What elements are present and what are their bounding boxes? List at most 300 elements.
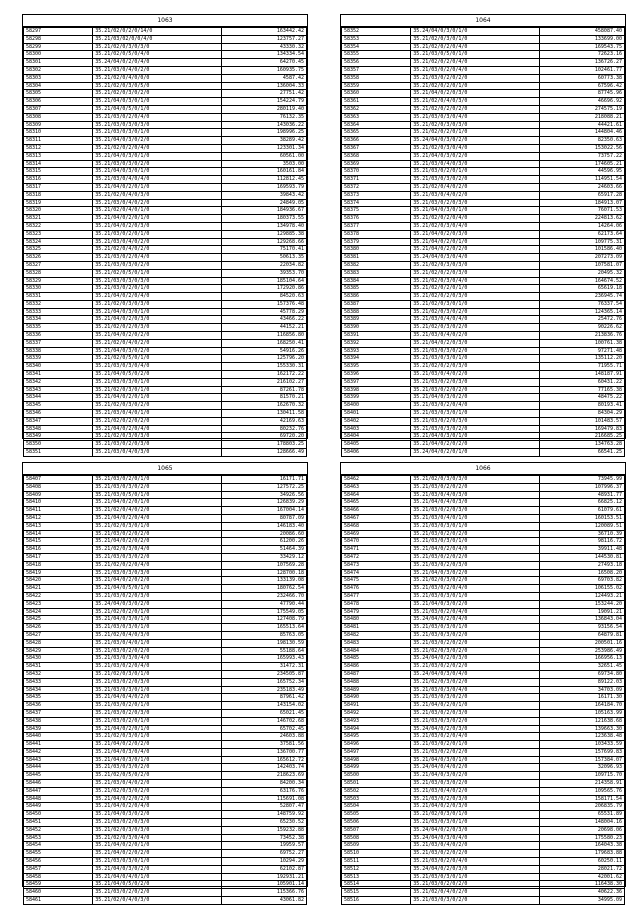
table-row bbox=[24, 277, 307, 285]
amount-cell: 27493.18 bbox=[539, 561, 624, 569]
row-id-cell: 58428 bbox=[24, 639, 93, 647]
row-id-cell: 58397 bbox=[342, 378, 411, 386]
code-cell: 35.21/03/0/2/0/3/0 bbox=[411, 378, 539, 386]
row-id-cell: 58359 bbox=[342, 82, 411, 90]
code-cell: 35.21/03/0/3/0/1/0 bbox=[93, 624, 221, 632]
code-cell: 35.21/04/0/3/0/1/0 bbox=[93, 756, 221, 764]
code-cell: 35.21/02/0/3/0/1/0 bbox=[93, 670, 221, 678]
table-row bbox=[342, 293, 625, 301]
amount-cell: 280119.40 bbox=[221, 105, 306, 113]
row-id-cell: 58326 bbox=[24, 254, 93, 262]
row-id-cell: 58443 bbox=[24, 756, 93, 764]
amount-cell: 46696.92 bbox=[539, 98, 624, 106]
code-cell: 35.21/03/0/3/0/4/0 bbox=[411, 113, 539, 121]
amount-cell: 98116.72 bbox=[539, 538, 624, 546]
table-row bbox=[342, 569, 625, 577]
amount-cell: 160153.51 bbox=[539, 514, 624, 522]
row-id-cell: 58350 bbox=[24, 441, 93, 449]
data-table bbox=[341, 475, 625, 905]
table-row bbox=[24, 522, 307, 530]
table-row bbox=[342, 386, 625, 394]
table-row bbox=[342, 137, 625, 145]
amount-cell: 80232.76 bbox=[221, 425, 306, 433]
table-row bbox=[342, 59, 625, 67]
amount-cell: 44596.95 bbox=[539, 168, 624, 176]
amount-cell: 73945.99 bbox=[539, 476, 624, 484]
table-row bbox=[24, 355, 307, 363]
row-id-cell: 58379 bbox=[342, 238, 411, 246]
table-row bbox=[24, 842, 307, 850]
code-cell: 35.21/03/0/4/0/4/0 bbox=[411, 316, 539, 324]
row-id-cell: 58396 bbox=[342, 371, 411, 379]
amount-cell: 157699.83 bbox=[539, 748, 624, 756]
table-row bbox=[342, 897, 625, 905]
table-row bbox=[342, 561, 625, 569]
table-row bbox=[342, 199, 625, 207]
row-id-cell: 58362 bbox=[342, 105, 411, 113]
row-id-cell: 58494 bbox=[342, 725, 411, 733]
table-row bbox=[24, 137, 307, 145]
table-row bbox=[24, 191, 307, 199]
amount-cell: 274575.19 bbox=[539, 105, 624, 113]
row-id-cell: 58475 bbox=[342, 577, 411, 585]
code-cell: 35.21/02/0/4/0/3/0 bbox=[93, 631, 221, 639]
row-id-cell: 58413 bbox=[24, 522, 93, 530]
row-id-cell: 58408 bbox=[24, 483, 93, 491]
code-cell: 35.21/04/0/3/0/2/0 bbox=[411, 600, 539, 608]
row-id-cell: 58508 bbox=[342, 834, 411, 842]
table-row bbox=[342, 741, 625, 749]
code-cell: 35.21/03/0/4/0/2/0 bbox=[411, 787, 539, 795]
amount-cell: 164184.70 bbox=[539, 702, 624, 710]
row-id-cell: 58372 bbox=[342, 183, 411, 191]
code-cell: 35.21/03/0/2/0/3/0 bbox=[411, 507, 539, 515]
row-id-cell: 58458 bbox=[24, 873, 93, 881]
code-cell: 35.21/03/0/4/0/1/0 bbox=[93, 410, 221, 418]
code-cell: 35.21/02/0/3/0/3/0 bbox=[411, 121, 539, 129]
row-id-cell: 58422 bbox=[24, 592, 93, 600]
code-cell: 35.21/02/0/3/0/3/0 bbox=[93, 433, 221, 441]
table-row bbox=[24, 608, 307, 616]
amount-cell: 120089.51 bbox=[539, 522, 624, 530]
table-row bbox=[342, 230, 625, 238]
code-cell: 35.21/03/0/2/0/2/0 bbox=[411, 663, 539, 671]
table-row bbox=[24, 98, 307, 106]
table-row bbox=[24, 639, 307, 647]
code-cell: 35.21/03/0/2/0/4/0 bbox=[93, 663, 221, 671]
amount-cell: 66541.25 bbox=[539, 449, 624, 457]
code-cell: 35.21/04/0/2/0/2/0 bbox=[93, 577, 221, 585]
amount-cell: 128700.18 bbox=[221, 569, 306, 577]
amount-cell: 16171.30 bbox=[539, 694, 624, 702]
amount-cell: 73452.38 bbox=[221, 834, 306, 842]
amount-cell: 24603.66 bbox=[539, 183, 624, 191]
row-id-cell: 58420 bbox=[24, 577, 93, 585]
row-id-cell: 58315 bbox=[24, 168, 93, 176]
amount-cell: 192931.21 bbox=[221, 873, 306, 881]
amount-cell: 69720.20 bbox=[221, 433, 306, 441]
amount-cell: 107569.28 bbox=[221, 561, 306, 569]
row-id-cell: 58299 bbox=[24, 43, 93, 51]
table-row bbox=[342, 764, 625, 772]
row-id-cell: 58357 bbox=[342, 66, 411, 74]
code-cell: 35.21/03/0/2/0/3/0 bbox=[411, 709, 539, 717]
code-cell: 35.21/02/0/3/0/3/0 bbox=[93, 826, 221, 834]
row-id-cell: 58303 bbox=[24, 74, 93, 82]
amount-cell: 163442.42 bbox=[221, 28, 306, 36]
amount-cell: 134334.54 bbox=[221, 51, 306, 59]
code-cell: 35.21/02/0/2/0/4/0 bbox=[411, 215, 539, 223]
row-id-cell: 58333 bbox=[24, 308, 93, 316]
code-cell: 35.21/04/0/2/0/2/0 bbox=[93, 795, 221, 803]
row-id-cell: 58453 bbox=[24, 834, 93, 842]
table-row bbox=[24, 553, 307, 561]
amount-cell: 63176.76 bbox=[221, 787, 306, 795]
table-row bbox=[24, 538, 307, 546]
row-id-cell: 58410 bbox=[24, 499, 93, 507]
table-row bbox=[342, 160, 625, 168]
amount-cell: 42001.62 bbox=[539, 873, 624, 881]
code-cell: 35.21/02/0/4/0/1/0 bbox=[93, 207, 221, 215]
row-id-cell: 58462 bbox=[342, 476, 411, 484]
row-id-cell: 58377 bbox=[342, 222, 411, 230]
table-row bbox=[24, 35, 307, 43]
table-row bbox=[342, 176, 625, 184]
table-row bbox=[342, 803, 625, 811]
amount-cell: 65702.45 bbox=[221, 725, 306, 733]
amount-cell: 146183.40 bbox=[221, 522, 306, 530]
table-row bbox=[24, 339, 307, 347]
amount-cell: 109715.70 bbox=[539, 772, 624, 780]
row-id-cell: 58409 bbox=[24, 491, 93, 499]
amount-cell: 43466.22 bbox=[221, 316, 306, 324]
amount-cell: 64270.45 bbox=[221, 59, 306, 67]
code-cell: 35.21/02/0/3/0/4/0 bbox=[411, 277, 539, 285]
table-row bbox=[342, 491, 625, 499]
table-page-1065 bbox=[22, 462, 308, 904]
table-row bbox=[342, 507, 625, 515]
code-cell: 35.21/04/0/2/0/3/0 bbox=[411, 90, 539, 98]
table-row bbox=[24, 28, 307, 36]
table-row bbox=[24, 285, 307, 293]
code-cell: 35.21/02/0/4/0/3/0 bbox=[93, 897, 221, 905]
code-cell: 35.21/03/0/3/0/4/0 bbox=[93, 363, 221, 371]
table-row bbox=[24, 811, 307, 819]
amount-cell: 232466.70 bbox=[221, 592, 306, 600]
row-id-cell: 58411 bbox=[24, 507, 93, 515]
code-cell: 35.21/04/0/2/0/3/0 bbox=[93, 316, 221, 324]
amount-cell: 172920.86 bbox=[221, 285, 306, 293]
amount-cell: 133139.08 bbox=[221, 577, 306, 585]
row-id-cell: 58468 bbox=[342, 522, 411, 530]
amount-cell: 64879.81 bbox=[539, 631, 624, 639]
amount-cell: 216102.27 bbox=[221, 378, 306, 386]
row-id-cell: 58501 bbox=[342, 780, 411, 788]
row-id-cell: 58477 bbox=[342, 592, 411, 600]
row-id-cell: 58344 bbox=[24, 394, 93, 402]
code-cell: 35.21/03/0/3/0/1/0 bbox=[411, 538, 539, 546]
code-cell: 35.21/03/0/2/0/1/0 bbox=[93, 230, 221, 238]
amount-cell: 55188.64 bbox=[221, 647, 306, 655]
code-cell: 35.21/03/0/3/0/4/0 bbox=[411, 686, 539, 694]
table-row bbox=[24, 199, 307, 207]
code-cell: 35.24/04/0/4/0/2/0 bbox=[411, 764, 539, 772]
table-row bbox=[342, 826, 625, 834]
amount-cell: 25472.76 bbox=[539, 316, 624, 324]
table-row bbox=[24, 850, 307, 858]
amount-cell: 84200.34 bbox=[221, 780, 306, 788]
table-row bbox=[342, 733, 625, 741]
code-cell: 35.21/03/0/4/0/2/0 bbox=[411, 842, 539, 850]
row-id-cell: 58445 bbox=[24, 772, 93, 780]
amount-cell: 3503.00 bbox=[221, 160, 306, 168]
table-row bbox=[24, 238, 307, 246]
table-row bbox=[24, 499, 307, 507]
row-id-cell: 58378 bbox=[342, 230, 411, 238]
amount-cell: 175549.05 bbox=[221, 608, 306, 616]
code-cell: 35.21/03/0/3/0/2/0 bbox=[411, 176, 539, 184]
amount-cell: 16171.71 bbox=[221, 476, 306, 484]
amount-cell: 162670.32 bbox=[221, 402, 306, 410]
code-cell: 35.21/02/0/2/0/1/0 bbox=[411, 129, 539, 137]
table-row bbox=[24, 624, 307, 632]
row-id-cell: 58426 bbox=[24, 624, 93, 632]
code-cell: 35.21/03/0/2/0/3/0 bbox=[411, 795, 539, 803]
amount-cell: 102461.77 bbox=[539, 66, 624, 74]
table-row bbox=[342, 592, 625, 600]
row-id-cell: 58425 bbox=[24, 616, 93, 624]
table-row bbox=[342, 51, 625, 59]
table-row bbox=[342, 819, 625, 827]
table-row bbox=[342, 191, 625, 199]
row-id-cell: 58312 bbox=[24, 144, 93, 152]
data-table bbox=[23, 475, 307, 905]
table-row bbox=[24, 865, 307, 873]
table-row bbox=[24, 230, 307, 238]
amount-cell: 93156.54 bbox=[539, 624, 624, 632]
row-id-cell: 58383 bbox=[342, 269, 411, 277]
code-cell: 35.21/04/0/3/0/1/0 bbox=[93, 168, 221, 176]
table-row bbox=[342, 82, 625, 90]
table-row bbox=[342, 717, 625, 725]
amount-cell: 37581.56 bbox=[221, 741, 306, 749]
row-id-cell: 58515 bbox=[342, 889, 411, 897]
code-cell: 35.24/04/0/2/0/3/0 bbox=[411, 865, 539, 873]
code-cell: 35.21/03/0/4/0/4/0 bbox=[93, 176, 221, 184]
amount-cell: 116438.30 bbox=[539, 881, 624, 889]
row-id-cell: 58507 bbox=[342, 826, 411, 834]
code-cell: 35.21/02/0/3/0/3/0 bbox=[93, 43, 221, 51]
amount-cell: 185104.64 bbox=[221, 277, 306, 285]
amount-cell: 218623.69 bbox=[221, 772, 306, 780]
row-id-cell: 58500 bbox=[342, 772, 411, 780]
row-id-cell: 58407 bbox=[24, 476, 93, 484]
amount-cell: 27751.42 bbox=[221, 90, 306, 98]
code-cell: 35.24/04/0/3/0/2/0 bbox=[411, 137, 539, 145]
code-cell: 35.21/04/0/3/0/2/0 bbox=[411, 772, 539, 780]
amount-cell: 48475.22 bbox=[539, 394, 624, 402]
code-cell: 35.21/03/0/4/0/2/0 bbox=[411, 371, 539, 379]
row-id-cell: 58404 bbox=[342, 433, 411, 441]
code-cell: 35.21/04/0/2/0/1/0 bbox=[93, 215, 221, 223]
table-row bbox=[342, 865, 625, 873]
code-cell: 35.21/03/0/2/0/1/0 bbox=[411, 741, 539, 749]
row-id-cell: 58423 bbox=[24, 600, 93, 608]
amount-cell: 148187.91 bbox=[539, 371, 624, 379]
table-row bbox=[24, 386, 307, 394]
amount-cell: 107996.37 bbox=[539, 483, 624, 491]
row-id-cell: 58419 bbox=[24, 569, 93, 577]
code-cell: 35.21/03/0/2/0/4/0 bbox=[411, 608, 539, 616]
code-cell: 35.21/04/0/2/0/3/0 bbox=[411, 230, 539, 238]
row-id-cell: 58446 bbox=[24, 780, 93, 788]
code-cell: 35.21/04/0/3/0/1/0 bbox=[411, 433, 539, 441]
row-id-cell: 58331 bbox=[24, 293, 93, 301]
row-id-cell: 58335 bbox=[24, 324, 93, 332]
table-row bbox=[342, 332, 625, 340]
code-cell: 35.21/03/0/3/0/4/0 bbox=[93, 655, 221, 663]
table-row bbox=[342, 378, 625, 386]
code-cell: 35.21/02/0/5/0/1/0 bbox=[93, 269, 221, 277]
table-row bbox=[24, 507, 307, 515]
code-cell: 35.21/03/0/2/0/4/0 bbox=[411, 66, 539, 74]
amount-cell: 127408.79 bbox=[221, 616, 306, 624]
row-id-cell: 58308 bbox=[24, 113, 93, 121]
code-cell: 35.21/02/0/2/0/4/0 bbox=[93, 144, 221, 152]
table-row bbox=[24, 246, 307, 254]
amount-cell: 65619.18 bbox=[539, 285, 624, 293]
code-cell: 35.21/03/0/2/0/4/0 bbox=[411, 733, 539, 741]
row-id-cell: 58320 bbox=[24, 207, 93, 215]
amount-cell: 43061.82 bbox=[221, 897, 306, 905]
code-cell: 35.21/04/0/4/0/1/0 bbox=[93, 873, 221, 881]
row-id-cell: 58482 bbox=[342, 631, 411, 639]
row-id-cell: 58490 bbox=[342, 694, 411, 702]
code-cell: 35.21/02/0/2/0/1/0 bbox=[411, 285, 539, 293]
row-id-cell: 58429 bbox=[24, 647, 93, 655]
amount-cell: 19959.57 bbox=[221, 842, 306, 850]
row-id-cell: 58438 bbox=[24, 717, 93, 725]
row-id-cell: 58392 bbox=[342, 339, 411, 347]
amount-cell: 115691.08 bbox=[221, 795, 306, 803]
code-cell: 35.21/02/0/4/0/2/0 bbox=[93, 507, 221, 515]
table-row bbox=[342, 725, 625, 733]
table-row bbox=[24, 483, 307, 491]
row-id-cell: 58492 bbox=[342, 709, 411, 717]
code-cell: 35.21/04/0/2/0/2/0 bbox=[93, 850, 221, 858]
code-cell: 35.21/04/0/2/0/4/0 bbox=[93, 425, 221, 433]
code-cell: 35.21/03/0/2/0/2/0 bbox=[411, 748, 539, 756]
code-cell: 35.21/04/0/3/0/2/0 bbox=[411, 152, 539, 160]
amount-cell: 136843.04 bbox=[539, 616, 624, 624]
row-id-cell: 58395 bbox=[342, 363, 411, 371]
code-cell: 35.21/03/0/2/0/1/0 bbox=[93, 717, 221, 725]
page-number: 1065 bbox=[23, 463, 307, 475]
amount-cell: 165612.72 bbox=[221, 756, 306, 764]
amount-cell: 174605.21 bbox=[539, 160, 624, 168]
table-row bbox=[342, 425, 625, 433]
amount-cell: 126839.29 bbox=[221, 499, 306, 507]
row-id-cell: 58346 bbox=[24, 410, 93, 418]
table-row bbox=[24, 113, 307, 121]
table-row bbox=[342, 152, 625, 160]
table-row bbox=[342, 577, 625, 585]
amount-cell: 43330.32 bbox=[221, 43, 306, 51]
code-cell: 35.21/02/0/2/0/3/0 bbox=[411, 363, 539, 371]
table-row bbox=[24, 514, 307, 522]
page-number: 1064 bbox=[341, 15, 625, 27]
row-id-cell: 58332 bbox=[24, 300, 93, 308]
code-cell: 35.21/03/0/2/0/1/0 bbox=[93, 285, 221, 293]
row-id-cell: 58424 bbox=[24, 608, 93, 616]
amount-cell: 175580.23 bbox=[539, 834, 624, 842]
amount-cell: 213836.76 bbox=[539, 332, 624, 340]
table-row bbox=[342, 748, 625, 756]
amount-cell: 69752.27 bbox=[221, 850, 306, 858]
row-id-cell: 58463 bbox=[342, 483, 411, 491]
amount-cell: 33429.12 bbox=[221, 553, 306, 561]
row-id-cell: 58471 bbox=[342, 546, 411, 554]
table-row bbox=[24, 152, 307, 160]
code-cell: 35.24/04/0/3/0/1/0 bbox=[411, 28, 539, 36]
table-row bbox=[342, 538, 625, 546]
code-cell: 35.21/03/0/3/0/2/0 bbox=[93, 764, 221, 772]
table-row bbox=[342, 238, 625, 246]
amount-cell: 115366.76 bbox=[221, 889, 306, 897]
row-id-cell: 58489 bbox=[342, 686, 411, 694]
table-row bbox=[24, 43, 307, 51]
amount-cell: 89122.03 bbox=[539, 678, 624, 686]
row-id-cell: 58502 bbox=[342, 787, 411, 795]
code-cell: 35.21/03/0/3/0/1/0 bbox=[411, 355, 539, 363]
table-row bbox=[24, 74, 307, 82]
row-id-cell: 58491 bbox=[342, 702, 411, 710]
code-cell: 35.21/03/0/2/0/2/0 bbox=[93, 530, 221, 538]
table-row bbox=[342, 402, 625, 410]
table-row bbox=[342, 483, 625, 491]
row-id-cell: 58391 bbox=[342, 332, 411, 340]
table-page-1064 bbox=[340, 14, 626, 456]
table-row bbox=[24, 733, 307, 741]
amount-cell: 42169.63 bbox=[221, 417, 306, 425]
amount-cell: 125796.20 bbox=[221, 355, 306, 363]
row-id-cell: 58415 bbox=[24, 538, 93, 546]
code-cell: 35.21/03/0/3/0/1/0 bbox=[93, 686, 221, 694]
amount-cell: 103433.59 bbox=[539, 741, 624, 749]
table-row bbox=[342, 881, 625, 889]
amount-cell: 32651.45 bbox=[539, 663, 624, 671]
row-id-cell: 58348 bbox=[24, 425, 93, 433]
row-id-cell: 58318 bbox=[24, 191, 93, 199]
table-page-1063 bbox=[22, 14, 308, 456]
code-cell: 35.21/03/0/2/0/2/0 bbox=[411, 530, 539, 538]
row-id-cell: 58506 bbox=[342, 819, 411, 827]
code-cell: 35.21/04/0/4/0/3/0 bbox=[411, 499, 539, 507]
row-id-cell: 58390 bbox=[342, 324, 411, 332]
row-id-cell: 58481 bbox=[342, 624, 411, 632]
code-cell: 35.21/02/0/3/0/3/0 bbox=[411, 476, 539, 484]
amount-cell: 236945.74 bbox=[539, 293, 624, 301]
table-row bbox=[24, 897, 307, 905]
table-row bbox=[342, 756, 625, 764]
amount-cell: 127572.25 bbox=[221, 483, 306, 491]
amount-cell: 116856.80 bbox=[221, 332, 306, 340]
table-row bbox=[342, 834, 625, 842]
amount-cell: 164043.38 bbox=[539, 842, 624, 850]
amount-cell: 60431.22 bbox=[539, 378, 624, 386]
amount-cell: 198996.25 bbox=[221, 129, 306, 137]
table-row bbox=[342, 631, 625, 639]
